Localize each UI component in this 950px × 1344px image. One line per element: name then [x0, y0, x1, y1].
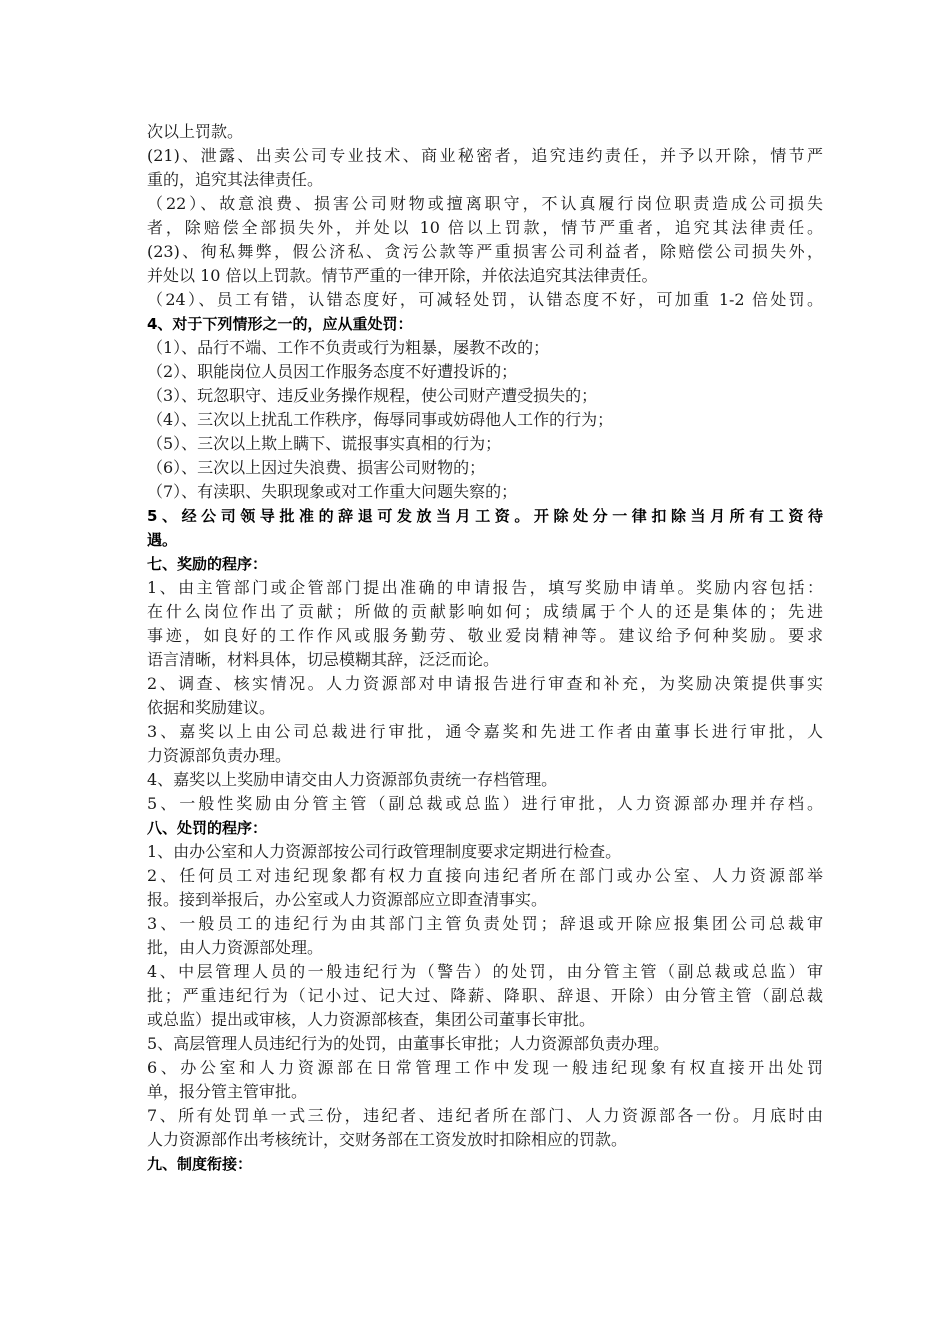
paragraph-line: 或总监）提出或审核，人力资源部核查，集团公司董事长审批。	[147, 1010, 596, 1029]
paragraph-line: 次以上罚款。	[147, 122, 244, 141]
paragraph-line: 批；严重违纪行为（记小过、记大过、降薪、降职、辞退、开除）由分管主管（副总裁	[147, 986, 823, 1005]
paragraph-line: 人力资源部作出考核统计，交财务部在工资发放时扣除相应的罚款。	[147, 1130, 628, 1149]
paragraph-line: 语言清晰，材料具体，切忌模糊其辞，泛泛而论。	[147, 650, 500, 669]
paragraph-line: 6、办公室和人力资源部在日常管理工作中发现一般违纪现象有权直接开出处罚	[147, 1058, 823, 1077]
paragraph-line: 4、中层管理人员的一般违纪行为（警告）的处罚，由分管主管（副总裁或总监）审	[147, 962, 823, 981]
paragraph-line: 并处以 10 倍以上罚款。情节严重的一律开除，并依法追究其法律责任。	[147, 266, 658, 285]
paragraph-line: 批，由人力资源部处理。	[147, 938, 324, 957]
paragraph-line: （7）、有渎职、失职现象或对工作重大问题失察的；	[147, 482, 518, 501]
paragraph-line: 力资源部负责办理。	[147, 746, 292, 765]
paragraph-line: 在什么岗位作出了贡献；所做的贡献影响如何；成绩属于个人的还是集体的；先进	[147, 602, 823, 621]
paragraph-line: 2、任何员工对违纪现象都有权力直接向违纪者所在部门或办公室、人力资源部举	[147, 866, 823, 885]
paragraph-line: （3）、玩忽职守、违反业务操作规程，使公司财产遭受损失的；	[147, 386, 598, 405]
paragraph-line: 1、由办公室和人力资源部按公司行政管理制度要求定期进行检查。	[147, 842, 622, 861]
paragraph-line: (21)、泄露、出卖公司专业技术、商业秘密者，追究违约责任，并予以开除，情节严	[147, 146, 823, 165]
section-heading: 七、奖励的程序：	[147, 555, 268, 573]
paragraph-line: 依据和奖励建议。	[147, 698, 276, 717]
paragraph-line: (23)、徇私舞弊，假公济私、贪污公款等严重损害公司利益者，除赔偿公司损失外，	[147, 242, 823, 261]
paragraph-line: （5）、三次以上欺上瞒下、谎报事实真相的行为；	[147, 434, 502, 453]
paragraph-line: （1）、品行不端、工作不负责或行为粗暴，屡教不改的；	[147, 338, 550, 357]
paragraph-line: （22）、故意浪费、损害公司财物或擅离职守，不认真履行岗位职责造成公司损失	[147, 194, 823, 213]
paragraph-line: 5、高层管理人员违纪行为的处罚，由董事长审批；人力资源部负责办理。	[147, 1034, 670, 1053]
section-heading: 九、制度衔接：	[147, 1155, 253, 1173]
section-heading: 4、对于下列情形之一的，应从重处罚：	[147, 315, 413, 333]
paragraph-line: （4）、三次以上扰乱工作秩序，侮辱同事或妨碍他人工作的行为；	[147, 410, 614, 429]
paragraph-line: （6）、三次以上因过失浪费、损害公司财物的；	[147, 458, 486, 477]
paragraph-line: 单，报分管主管审批。	[147, 1082, 308, 1101]
paragraph-line: 7、所有处罚单一式三份，违纪者、违纪者所在部门、人力资源部各一份。月底时由	[147, 1106, 823, 1125]
document-page	[147, 120, 823, 1176]
paragraph-line: 报。接到举报后，办公室或人力资源部应立即查清事实。	[147, 890, 548, 909]
paragraph-line: 事迹，如良好的工作作风或服务勤劳、敬业爱岗精神等。建议给予何种奖励。要求	[147, 626, 823, 645]
paragraph-line: 3、嘉奖以上由公司总裁进行审批，通令嘉奖和先进工作者由董事长进行审批，人	[147, 722, 823, 741]
paragraph-line: 2、调查、核实情况。人力资源部对申请报告进行审查和补充，为奖励决策提供事实	[147, 674, 823, 693]
paragraph-line: 5、一般性奖励由分管主管（副总裁或总监）进行审批，人力资源部办理并存档。	[147, 794, 823, 813]
paragraph-line: 4、嘉奖以上奖励申请交由人力资源部负责统一存档管理。	[147, 770, 558, 789]
paragraph-line: （2）、职能岗位人员因工作服务态度不好遭投诉的；	[147, 362, 518, 381]
paragraph-line: （24）、员工有错，认错态度好，可减轻处罚，认错态度不好，可加重 1-2 倍处罚。	[147, 290, 823, 309]
paragraph-line: 重的，追究其法律责任。	[147, 170, 324, 189]
paragraph-line: 3、一般员工的违纪行为由其部门主管负责处罚；辞退或开除应报集团公司总裁审	[147, 914, 823, 933]
paragraph-line: 者，除赔偿全部损失外，并处以 10 倍以上罚款，情节严重者，追究其法律责任。	[147, 218, 823, 237]
section-heading: 八、处罚的程序：	[147, 819, 268, 837]
section-heading: 遇。	[147, 531, 178, 549]
section-heading: 5、经公司领导批准的辞退可发放当月工资。开除处分一律扣除当月所有工资待	[147, 507, 823, 525]
paragraph-line: 1、由主管部门或企管部门提出准确的申请报告，填写奖励申请单。奖励内容包括：	[147, 578, 823, 597]
